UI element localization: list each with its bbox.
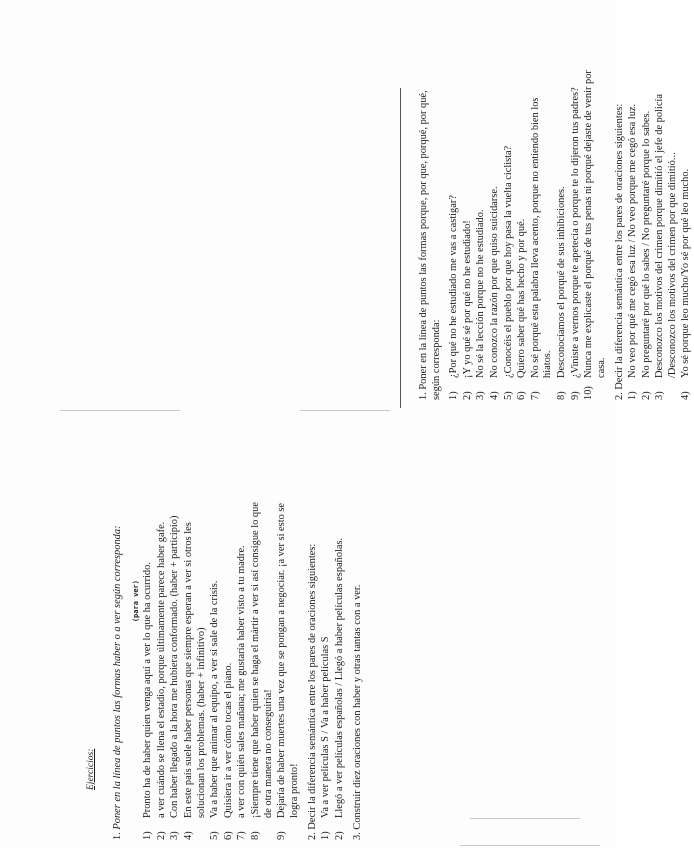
list-item: 7) No sé porqué esta palabra lleva acento, porque no entiendo bien los hiatos. [529, 97, 554, 400]
ex1-instruction: Poner en la línea de puntos las formas haber o a ver según corresponda: [112, 525, 123, 830]
scan-line [470, 818, 580, 819]
ex1-instruction: Poner en la línea de puntos las formas porque, por que, porqué, por qué, según corresponda: [418, 90, 442, 400]
list-item: 5) Va a haber que animar al equipo, a ver si sale de la crisis. [209, 580, 221, 840]
list-item: 1) No veo por qué me cegó esa luz / No veo porque me cegó esa luz. [626, 103, 638, 400]
list-item: 3) No sé la lección porque no he estudiado. [475, 209, 487, 400]
list-item: 5) ¿Conocéis el pueblo por que hoy pasa la vuelta ciclista? [502, 145, 514, 400]
list-item: 2) No preguntaré por qué lo sabes / No preguntaré porque lo sabes. [640, 110, 652, 400]
ex1-list [142, 490, 301, 840]
list-item: 7) a ver con quién sales mañana; me gustaría haber visto a tu madre. [236, 545, 248, 840]
list-item: 3) Desconozco los motivos del crimen porque dimitió el jefe de policía /Desconozco los motivos del crimen por que dimitió... [654, 94, 678, 400]
list-item: 4) En este país suele haber personas que siempre esperan a ver si otros les solucionan los problemas. (haber + infinitivo) [182, 522, 207, 840]
list-item: 9) Dejaría de haber muertes una vez que se pongan a negociar. ¡a ver si esto se logra pronto! [276, 502, 300, 840]
right-page-frame [355, 88, 401, 408]
ex1-list [448, 70, 608, 400]
list-item: 4) No conozco la razón por que quiso suicidarse. [488, 186, 500, 400]
list-item: 1) Va a ver películas S / Va a haber películas S [319, 636, 331, 840]
ex2-instruction: Decir la diferencia semántica entre los pares de oraciones siguientes: [614, 103, 626, 390]
list-item: 6) Quisiera ir a ver cómo tocas el piano. [222, 662, 234, 840]
ex2-number: 2. [307, 832, 319, 840]
ex2-list [627, 70, 693, 400]
list-item: 2) a ver cuándo se llena el estadio, porque últimamente parece haber gafe. [155, 521, 167, 840]
scan-line [460, 845, 600, 846]
list-item: 2) ¡Y yo qué sé por qué no he estudiado! [461, 220, 473, 400]
ex1-number: 1. [112, 832, 123, 840]
list-item: 9) ¿Viniste a vernos porque te apetecía o porque te lo dijeron tus padres? [569, 87, 581, 400]
list-item: 1) Pronto ha de haber quien venga aquí a ver lo que ha ocurrido. [142, 562, 154, 840]
list-item: 8) Desconocíamos el porqué de sus inhibiciones. [555, 186, 567, 400]
list-item: 6) Quiero saber qué has hecho y por qué. [516, 218, 528, 400]
list-item: 8) ¡Siempre tiene que haber quien se haga el mártir a ver si así consigue lo que de otra manera no conseguiría! [249, 502, 274, 840]
left-page-text [112, 490, 365, 840]
right-page-text [418, 70, 694, 400]
list-item: 4) Yo sé porque leo mucho/Yo sé por qué leo mucho. [680, 168, 692, 400]
handwritten-note: (para ver) [131, 580, 140, 623]
list-item: 2) Llegó a ver películas españolas / Llegó a haber películas españolas. [333, 537, 345, 840]
ex2-number: 2. [614, 392, 626, 400]
list-item: 3) Con haber llegado a la hora me hubiera conformado. (haber + participio) [169, 515, 181, 840]
ex1-number: 1. [418, 392, 429, 400]
ex3-number: 3. [352, 832, 364, 840]
list-item: 1) ¿Por qué no he estudiado me vas a castigar? [448, 195, 460, 400]
scan-line [300, 410, 390, 411]
list-item: 10) Nunca me explicaste el porqué de tus penas ni porqué dejaste de venir por casa. [583, 70, 607, 400]
scan-line [60, 410, 180, 411]
ex2-list [320, 490, 346, 840]
ex3-instruction: Construir diez oraciones con haber y otras tantas con a ver. [352, 584, 364, 830]
exercises-label: Ejercicios: [86, 748, 96, 790]
ex2-instruction: Decir la diferencia semántica entre los pares de oraciones siguientes: [307, 543, 319, 830]
